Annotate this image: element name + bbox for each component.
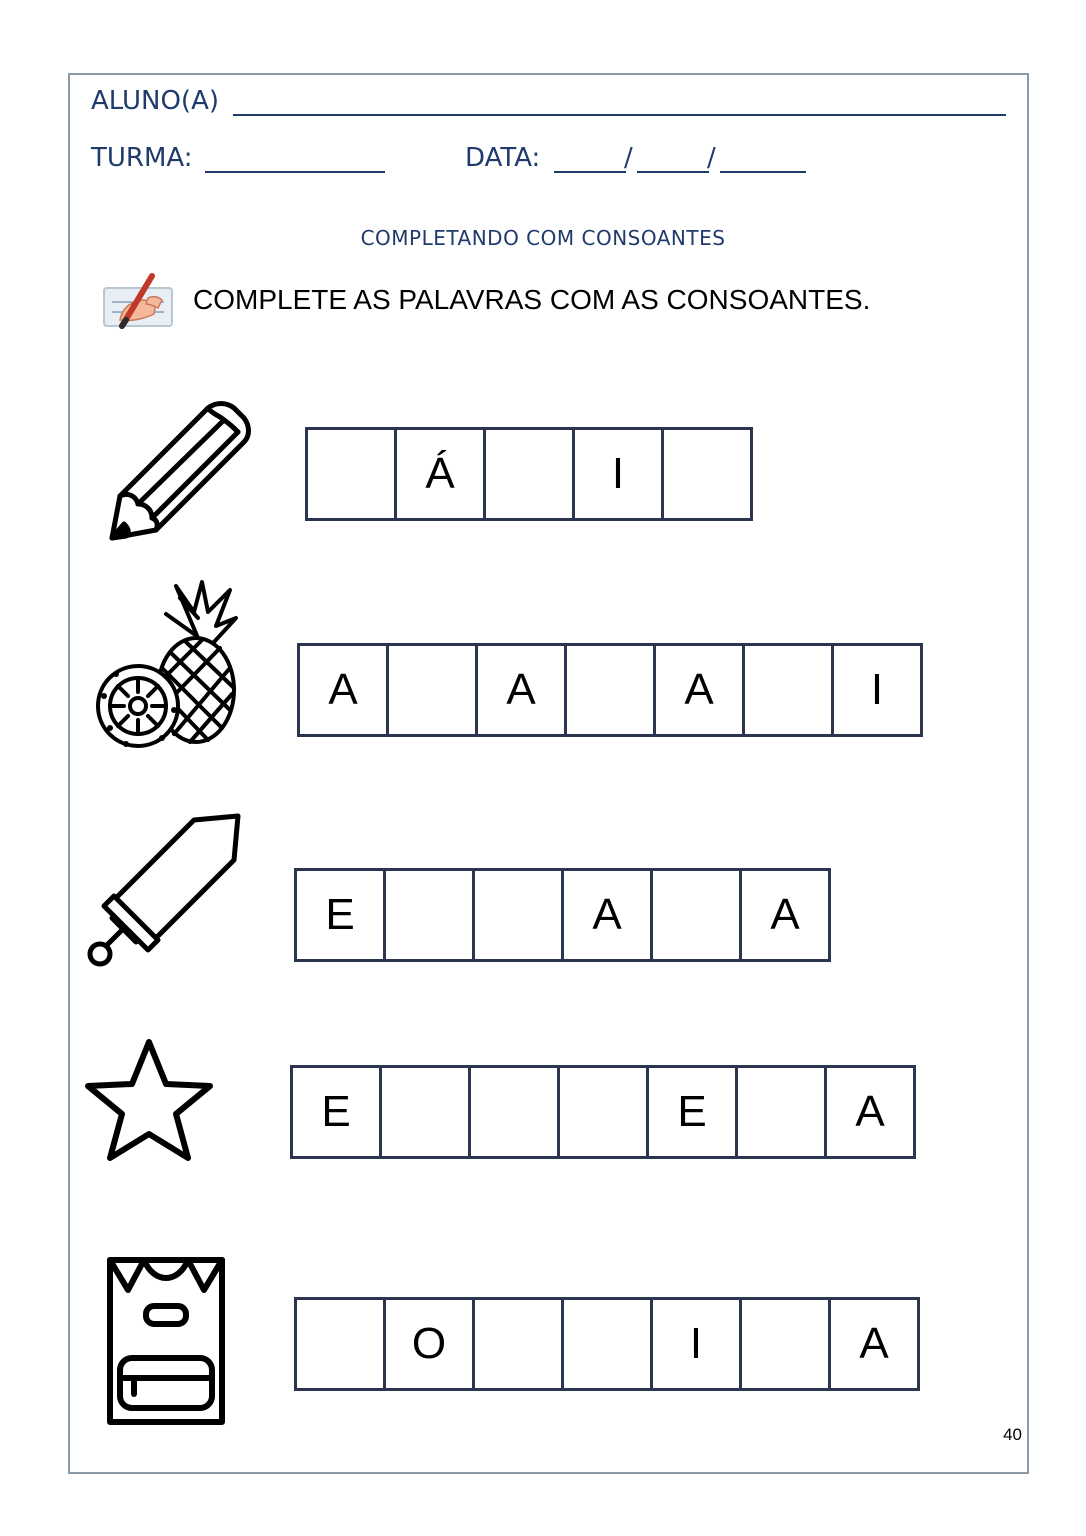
word-row-4 bbox=[290, 1065, 913, 1159]
worksheet-subtitle: COMPLETANDO COM CONSOANTES bbox=[360, 226, 726, 250]
letter-box[interactable] bbox=[661, 427, 753, 521]
letter-box[interactable]: Á bbox=[394, 427, 486, 521]
letter-box[interactable]: A bbox=[297, 643, 389, 737]
letter-box[interactable] bbox=[379, 1065, 471, 1159]
pineapple-icon bbox=[90, 578, 240, 758]
letter-box[interactable] bbox=[564, 643, 656, 737]
letter-box[interactable]: E bbox=[290, 1065, 382, 1159]
letter-box[interactable]: A bbox=[828, 1297, 920, 1391]
letter-box[interactable] bbox=[735, 1065, 827, 1159]
letter-box[interactable] bbox=[739, 1297, 831, 1391]
letter-box[interactable] bbox=[305, 427, 397, 521]
letter-box[interactable]: I bbox=[650, 1297, 742, 1391]
letter-box[interactable] bbox=[472, 868, 564, 962]
letter-box[interactable]: O bbox=[383, 1297, 475, 1391]
backpack-icon bbox=[104, 1254, 228, 1430]
letter-box[interactable]: A bbox=[739, 868, 831, 962]
date-separator: / bbox=[707, 143, 716, 173]
letter-box[interactable]: I bbox=[572, 427, 664, 521]
letter-box[interactable] bbox=[561, 1297, 653, 1391]
student-label: ALUNO(A) bbox=[91, 86, 219, 116]
word-row-2 bbox=[297, 643, 920, 737]
class-field[interactable] bbox=[205, 171, 385, 173]
instruction-text: COMPLETE AS PALAVRAS COM AS CONSOANTES. bbox=[193, 284, 871, 315]
sword-icon bbox=[84, 810, 244, 970]
letter-box[interactable] bbox=[294, 1297, 386, 1391]
letter-box[interactable]: E bbox=[646, 1065, 738, 1159]
date-separator: / bbox=[624, 143, 633, 173]
letter-box[interactable]: A bbox=[653, 643, 745, 737]
letter-box[interactable] bbox=[742, 643, 834, 737]
word-row-3 bbox=[294, 868, 828, 962]
date-month-field[interactable] bbox=[637, 171, 709, 173]
date-year-field[interactable] bbox=[720, 171, 806, 173]
hand-writing-icon bbox=[100, 270, 176, 332]
letter-box[interactable] bbox=[468, 1065, 560, 1159]
student-name-field[interactable] bbox=[233, 114, 1006, 116]
class-label: TURMA: bbox=[91, 143, 193, 173]
date-label: DATA: bbox=[465, 143, 541, 173]
letter-box[interactable] bbox=[483, 427, 575, 521]
letter-box[interactable] bbox=[386, 643, 478, 737]
letter-box[interactable]: E bbox=[294, 868, 386, 962]
word-row-1 bbox=[305, 427, 750, 521]
page-number: 40 bbox=[1003, 1425, 1022, 1444]
date-day-field[interactable] bbox=[554, 171, 626, 173]
letter-box[interactable] bbox=[557, 1065, 649, 1159]
letter-box[interactable]: A bbox=[475, 643, 567, 737]
letter-box[interactable] bbox=[383, 868, 475, 962]
word-row-5 bbox=[294, 1297, 917, 1391]
pencil-icon bbox=[106, 400, 256, 545]
letter-box[interactable]: I bbox=[831, 643, 923, 737]
star-icon bbox=[82, 1036, 216, 1164]
letter-box[interactable] bbox=[650, 868, 742, 962]
letter-box[interactable]: A bbox=[561, 868, 653, 962]
letter-box[interactable] bbox=[472, 1297, 564, 1391]
letter-box[interactable]: A bbox=[824, 1065, 916, 1159]
